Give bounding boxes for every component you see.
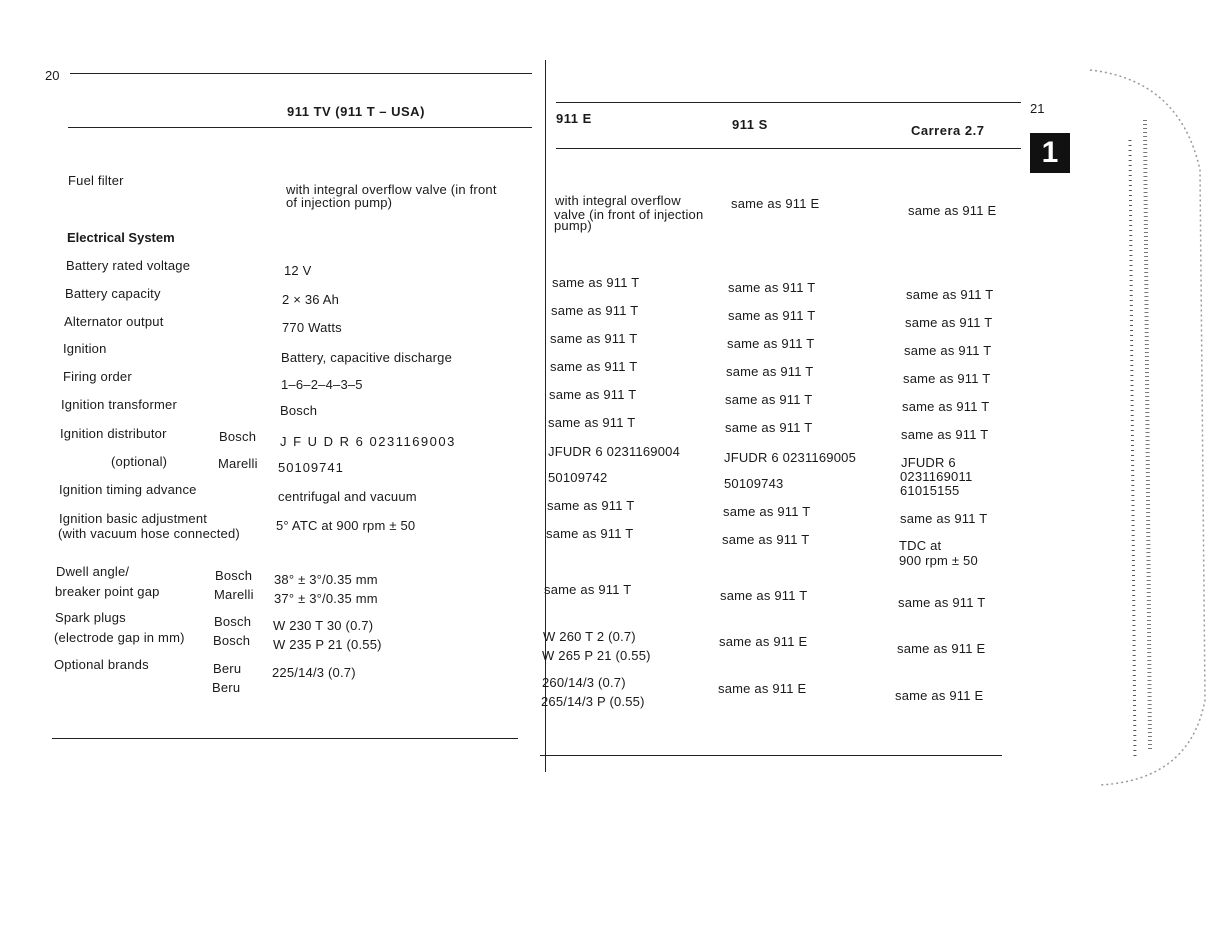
c4-spark: same as 911 E [897,641,986,656]
c2-spark-2: W 265 P 21 (0.55) [542,648,651,663]
label-spark-l1: Spark plugs [55,610,126,625]
make-ign-distributor: Bosch [219,429,257,444]
c3-basic-adjust: same as 911 T [722,532,810,547]
c2-optional-1: 260/14/3 (0.7) [542,675,626,690]
right-page-number: 21 [1030,101,1045,116]
c1-ign-optional: 50109741 [278,460,344,475]
label-basic-adjust-l2: (with vacuum hose connected) [58,526,240,541]
label-battery-capacity: Battery capacity [65,286,161,301]
label-battery-voltage: Battery rated voltage [66,258,191,273]
label-optional-brands: Optional brands [54,657,149,672]
header-911e: 911 E [556,111,592,126]
bottom-rule-right [540,755,1002,756]
label-ign-optional: (optional) [111,454,168,469]
c3-optional-brands: same as 911 E [718,681,807,696]
c3-firing-order: same as 911 T [725,392,813,407]
c2-firing-order: same as 911 T [549,387,637,402]
left-page-number: 20 [45,68,60,83]
c1-fuel-filter-l2: of injection pump) [286,195,393,210]
c1-ign-transformer: Bosch [280,403,318,418]
c2-fuel-filter-l3: pump) [554,218,592,233]
c4-dwell: same as 911 T [898,595,986,610]
c4-fuel-filter: same as 911 E [908,203,997,218]
c2-ignition: same as 911 T [550,359,638,374]
header-rule-left [68,127,532,128]
c1-optional-brands: 225/14/3 (0.7) [272,665,356,680]
c1-firing-order: 1–6–2–4–3–5 [281,377,363,392]
c2-battery-voltage: same as 911 T [552,275,640,290]
c4-basic-adjust-l2: 900 rpm ± 50 [899,553,978,568]
c2-fuel-filter-l2: valve (in front of injection [554,207,704,222]
header-911tv: 911 TV (911 T – USA) [287,104,425,119]
c4-ign-transformer: same as 911 T [901,427,989,442]
c1-battery-voltage: 12 V [284,263,312,278]
make-spark-2: Bosch [213,633,251,648]
label-ign-distributor: Ignition distributor [60,426,167,441]
c3-fuel-filter: same as 911 E [731,196,820,211]
c4-alternator: same as 911 T [904,343,992,358]
c3-timing-advance: same as 911 T [723,504,811,519]
page-curl-shadow [1060,60,1210,800]
c2-optional-2: 265/14/3 P (0.55) [541,694,645,709]
c3-spark: same as 911 E [719,634,808,649]
header-911s: 911 S [732,117,768,132]
c1-dwell-marelli: 37° ± 3°/0.35 mm [274,591,378,606]
make-dwell-bosch: Bosch [215,568,253,583]
make-optional-1: Beru [213,661,242,676]
label-alternator: Alternator output [64,314,164,329]
c1-dwell-bosch: 38° ± 3°/0.35 mm [274,572,378,587]
top-rule-left [70,73,532,74]
make-ign-optional: Marelli [218,456,258,471]
c4-battery-voltage: same as 911 T [906,287,994,302]
c3-ign-transformer: same as 911 T [725,420,813,435]
c3-battery-capacity: same as 911 T [728,308,816,323]
c4-timing-advance: same as 911 T [900,511,988,526]
label-ign-transformer: Ignition transformer [61,397,177,412]
c2-dwell: same as 911 T [544,582,632,597]
bottom-rule-left [52,738,518,739]
c3-dwell: same as 911 T [720,588,808,603]
make-optional-2: Beru [212,680,241,695]
c4-ignition: same as 911 T [903,371,991,386]
header-carrera: Carrera 2.7 [911,123,985,138]
c4-ign-distributor-l2: 0231169011 [900,469,973,484]
c2-ign-optional: 50109742 [548,470,608,485]
section-tab: 1 [1030,133,1070,173]
c2-fuel-filter-l1: with integral overflow [555,193,681,208]
c4-firing-order: same as 911 T [902,399,990,414]
c2-ign-distributor: JFUDR 6 0231169004 [548,444,680,459]
make-spark-1: Bosch [214,614,252,629]
c3-alternator: same as 911 T [727,336,815,351]
label-timing-advance: Ignition timing advance [59,482,197,497]
c2-alternator: same as 911 T [550,331,638,346]
label-basic-adjust-l1: Ignition basic adjustment [59,511,208,526]
c1-spark-1: W 230 T 30 (0.7) [273,618,374,633]
c1-ign-distributor: J F U D R 6 0231169003 [280,434,456,449]
label-firing-order: Firing order [63,369,132,384]
c2-timing-advance: same as 911 T [547,498,635,513]
c4-ign-distributor-l3: 61015155 [900,483,960,498]
c3-ign-distributor: JFUDR 6 0231169005 [724,450,856,465]
label-dwell-l2: breaker point gap [55,584,160,599]
c3-battery-voltage: same as 911 T [728,280,816,295]
c2-battery-capacity: same as 911 T [551,303,639,318]
header-rule-right [556,148,1021,149]
c4-battery-capacity: same as 911 T [905,315,993,330]
label-ignition: Ignition [63,341,107,356]
c3-ign-optional: 50109743 [724,476,784,491]
c2-ign-transformer: same as 911 T [548,415,636,430]
c4-ign-distributor-l1: JFUDR 6 [901,455,956,470]
c4-basic-adjust-l1: TDC at [899,538,942,553]
top-rule-right [556,102,1021,103]
label-spark-l2: (electrode gap in mm) [54,630,185,645]
make-dwell-marelli: Marelli [214,587,254,602]
c1-battery-capacity: 2 × 36 Ah [282,292,340,307]
c1-ignition: Battery, capacitive discharge [281,350,453,365]
c3-ignition: same as 911 T [726,364,814,379]
gutter-line [545,60,546,772]
c2-basic-adjust: same as 911 T [546,526,634,541]
c1-timing-advance: centrifugal and vacuum [278,489,417,504]
c2-spark-1: W 260 T 2 (0.7) [543,629,636,644]
c1-fuel-filter-l1: with integral overflow valve (in front [286,182,497,197]
c1-basic-adjust: 5° ATC at 900 rpm ± 50 [276,518,416,533]
c1-alternator: 770 Watts [282,320,342,335]
c4-optional-brands: same as 911 E [895,688,984,703]
label-fuel-filter: Fuel filter [68,173,124,188]
c1-spark-2: W 235 P 21 (0.55) [273,637,382,652]
label-dwell-l1: Dwell angle/ [56,564,130,579]
section-heading: Electrical System [67,230,175,245]
